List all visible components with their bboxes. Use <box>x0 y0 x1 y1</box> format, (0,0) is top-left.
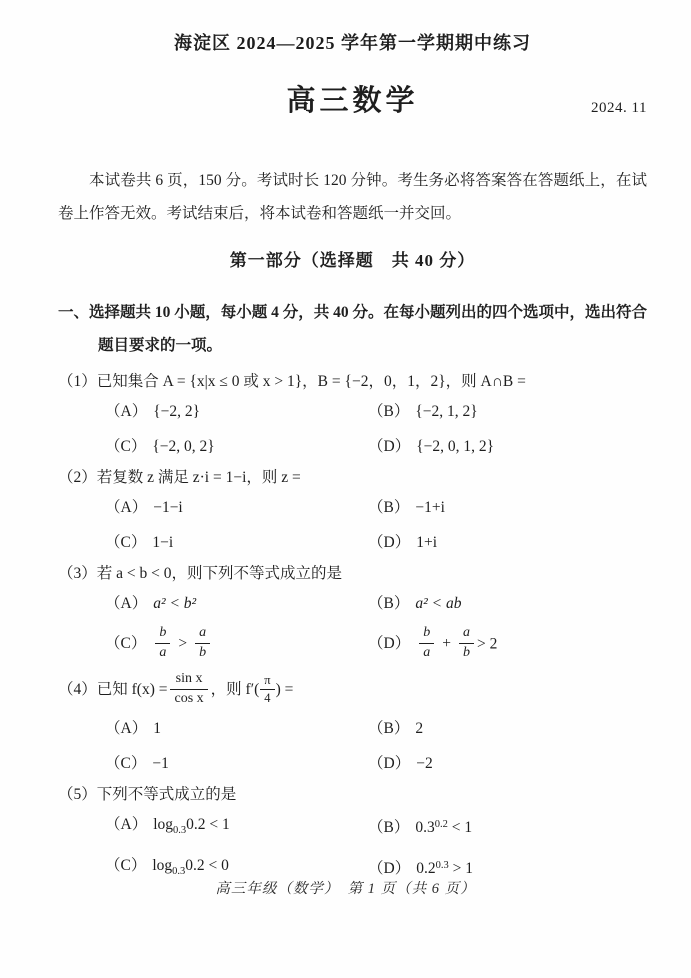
question-2-options <box>58 496 647 554</box>
power-exponent: 0.3 <box>435 860 449 872</box>
question-1 <box>58 370 647 458</box>
question-5-option-a <box>105 813 368 842</box>
option-label: （D） <box>368 534 411 551</box>
stem-text: ) = <box>275 681 294 699</box>
option-text: 2 <box>415 720 424 738</box>
question-5-stem: （5）下列不等式成立的是 <box>58 786 237 804</box>
option-tail: < 1 <box>447 819 473 837</box>
option-text: −2 <box>416 755 433 773</box>
log-function: log <box>153 816 174 834</box>
option-label: （C） <box>105 755 147 773</box>
question-3-option-b <box>368 592 647 615</box>
option-text <box>153 816 230 837</box>
question-2-stem: （2）若复数 z 满足 z·i = 1−i，则 z = <box>58 469 301 486</box>
question-1-option-c <box>105 435 368 458</box>
question-5-option-b <box>368 813 647 842</box>
question-3-option-d <box>368 627 647 662</box>
question-4-stem <box>58 670 647 710</box>
question-1-options <box>58 400 647 458</box>
option-label: （D） <box>368 438 411 455</box>
option-tail: 0.2 < 0 <box>185 857 229 875</box>
fraction <box>195 625 210 660</box>
option-tail: > 1 <box>448 860 473 878</box>
option-label: （A） <box>105 595 148 612</box>
log-base-subscript: 0.3 <box>172 866 186 878</box>
option-label: （D） <box>368 755 411 773</box>
page-footer: 高三年级（数学） 第 1 页（共 6 页） <box>215 881 476 897</box>
question-4-options <box>58 717 647 775</box>
option-label: （B） <box>368 499 410 516</box>
question-3-stem: （3）若 a < b < 0，则下列不等式成立的是 <box>58 565 342 582</box>
option-label: （A） <box>105 499 148 516</box>
question-1-stem: （1）已知集合 A = {x|x ≤ 0 或 x > 1}，B = {−2，0，1，2}，则 A∩B = <box>58 373 526 390</box>
option-text: a² < b² <box>153 595 197 612</box>
option-text: 1+i <box>416 534 438 551</box>
operator: + <box>442 635 451 653</box>
fraction-numerator: a <box>459 625 474 644</box>
option-label: （C） <box>105 438 147 455</box>
question-1-option-b <box>368 400 647 423</box>
option-text: −1−i <box>153 499 183 516</box>
fraction-denominator: a <box>159 644 167 660</box>
fraction-numerator: b <box>155 625 170 644</box>
subject-title: 高三数学 <box>286 85 419 117</box>
exam-notice: 本试卷共 6 页，150 分。考试时长 120 分钟。考生务必将答案答在答题纸上，在试卷上作答无效。考试结束后，将本试卷和答题纸一并交回。 <box>58 172 647 222</box>
fraction <box>155 625 170 660</box>
exam-session-title: 海淀区 2024—2025 学年第一学期期中练习 <box>174 33 531 53</box>
stem-text: ，则 f′( <box>210 681 260 699</box>
option-label: （B） <box>368 819 410 837</box>
question-3-option-c <box>105 627 368 662</box>
fraction <box>260 673 274 705</box>
option-text: −1 <box>152 755 169 773</box>
log-function: log <box>152 857 173 875</box>
question-2 <box>58 466 647 554</box>
exam-date: 2024. 11 <box>591 100 647 116</box>
option-text <box>152 857 229 878</box>
fraction-denominator: cos x <box>174 690 204 706</box>
fraction-numerator: π <box>260 673 274 690</box>
subject-row <box>58 82 647 120</box>
question-2-option-b <box>368 496 647 519</box>
option-label: （C） <box>105 857 147 875</box>
option-text: {−2, 0, 1, 2} <box>416 438 495 455</box>
fraction <box>459 625 474 660</box>
option-text: {−2, 0, 2} <box>152 438 215 455</box>
section-one-instructions: 一、选择题共 10 小题，每小题 4 分，共 40 分。在每小题列出的四个选项中，选出符合题目要求的一项。 <box>58 304 648 354</box>
operator: > <box>178 635 188 653</box>
option-label: （B） <box>368 720 410 738</box>
part-one-title: 第一部分（选择题 共 40 分） <box>229 251 476 270</box>
question-2-option-d <box>368 531 647 554</box>
fraction-numerator: sin x <box>170 671 207 690</box>
log-base-subscript: 0.3 <box>173 825 187 837</box>
option-text <box>416 860 473 877</box>
option-label: （A） <box>105 720 148 738</box>
question-4 <box>58 670 647 775</box>
question-5-options <box>58 813 647 883</box>
option-text: 1−i <box>152 534 174 551</box>
option-text: {−2, 2} <box>153 403 201 420</box>
fraction-denominator: b <box>462 644 470 660</box>
question-2-option-c <box>105 531 368 554</box>
stem-text: （4）已知 f(x) = <box>58 681 168 699</box>
option-label: （C） <box>105 534 147 551</box>
question-1-option-a <box>105 400 368 423</box>
option-text: −1+i <box>415 499 445 516</box>
fraction-denominator: 4 <box>264 690 271 705</box>
option-label: （B） <box>368 595 410 612</box>
question-5 <box>58 783 647 883</box>
option-label: （B） <box>368 403 410 420</box>
question-4-option-c <box>105 752 368 775</box>
option-text: a² < ab <box>415 595 462 612</box>
question-3-options <box>58 592 647 662</box>
power-base: 0.3 <box>415 819 435 837</box>
question-4-option-d <box>368 752 647 775</box>
question-4-option-a <box>105 717 368 740</box>
fraction-denominator: a <box>423 644 431 660</box>
option-text: 1 <box>153 720 161 738</box>
question-4-option-b <box>368 717 647 740</box>
fraction <box>170 671 207 706</box>
option-label: （D） <box>368 635 411 653</box>
question-1-option-d <box>368 435 647 458</box>
option-text <box>415 819 472 836</box>
power-exponent: 0.2 <box>434 819 448 831</box>
power-base: 0.2 <box>416 860 436 878</box>
option-text: {−2, 1, 2} <box>415 403 478 420</box>
fraction-denominator: b <box>199 644 207 660</box>
question-3 <box>58 562 647 662</box>
question-2-option-a <box>105 496 368 519</box>
option-label: （C） <box>105 635 147 653</box>
option-label: （A） <box>105 403 148 420</box>
option-tail: > 2 <box>476 635 498 653</box>
fraction-numerator: b <box>419 625 434 644</box>
option-label: （D） <box>368 860 411 878</box>
question-3-option-a <box>105 592 368 615</box>
fraction <box>419 625 434 660</box>
option-tail: 0.2 < 1 <box>186 816 230 834</box>
fraction-numerator: a <box>195 625 210 644</box>
option-label: （A） <box>105 816 148 834</box>
